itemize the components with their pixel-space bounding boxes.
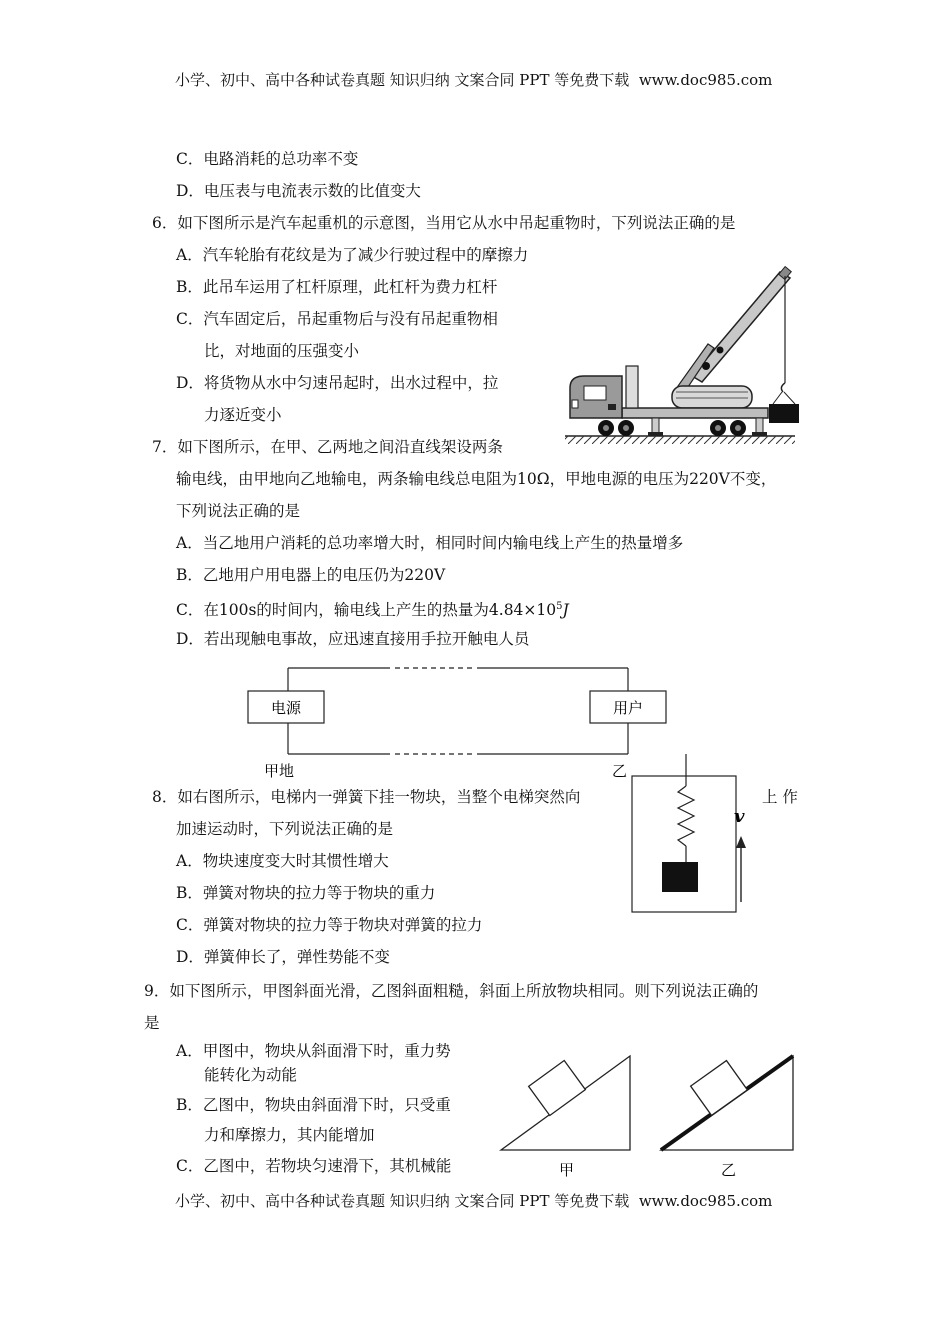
q7-option-c-exponent: 5 xyxy=(556,601,563,612)
q7-stem-line2: 输电线，由甲地向乙地输电，两条输电线总电阻为10Ω，甲地电源的电压为220V不变， xyxy=(176,470,777,488)
jia-location-label: 甲地 xyxy=(264,763,295,780)
q6-option-c-line2: 比，对地面的压强变小 xyxy=(204,342,360,360)
header-site: www.doc985.com xyxy=(638,71,773,89)
footer-text: 小学、初中、高中各种试卷真题 知识归纳 文案合同 PPT 等免费下载 xyxy=(175,1192,630,1210)
power-source-label: 电源 xyxy=(270,700,302,717)
q9-option-b-line2: 力和摩擦力，其内能增加 xyxy=(204,1126,375,1144)
yi-location-label: 乙 xyxy=(612,763,628,780)
q7-stem-line1: 7．如下图所示，在甲、乙两地之间沿直线架设两条 xyxy=(152,438,503,456)
incline-figures xyxy=(495,1050,805,1180)
velocity-label: v xyxy=(734,806,745,827)
figure-jia-label: 甲 xyxy=(559,1162,575,1179)
q8-stem-tail: 上 作 xyxy=(762,788,798,806)
q6-option-b: B．此吊车运用了杠杆原理，此杠杆为费力杠杆 xyxy=(176,278,498,296)
q7-option-a: A．当乙地用户消耗的总功率增大时，相同时间内输电线上产生的热量增多 xyxy=(176,534,684,552)
q7-option-d: D．若出现触电事故，应迅速直接用手拉开触电人员 xyxy=(176,630,530,648)
q9-option-a-line1: A．甲图中，物块从斜面滑下时，重力势 xyxy=(176,1042,451,1060)
q8-option-c: C．弹簧对物块的拉力等于物块对弹簧的拉力 xyxy=(176,916,483,934)
elevator-spring-figure xyxy=(628,752,758,917)
q6-option-c-line1: C．汽车固定后，吊起重物后与没有吊起重物相 xyxy=(176,310,498,328)
figure-yi-label: 乙 xyxy=(721,1162,737,1179)
crane-truck-figure xyxy=(560,268,800,453)
transmission-line-figure xyxy=(240,660,680,782)
footer-site: www.doc985.com xyxy=(638,1192,773,1210)
q9-stem-line2: 是 xyxy=(144,1014,160,1032)
q8-stem-line2: 加速运动时，下列说法正确的是 xyxy=(176,820,394,838)
q9-stem-line1: 9．如下图所示，甲图斜面光滑，乙图斜面粗糙，斜面上所放物块相同。则下列说法正确的 xyxy=(144,982,759,1000)
q8-option-d: D．弹簧伸长了，弹性势能不变 xyxy=(176,948,390,966)
q7-option-b: B．乙地用户用电器上的电压仍为220V xyxy=(176,566,446,584)
q9-option-a-line2: 能转化为动能 xyxy=(204,1066,298,1084)
q6-stem: 6．如下图所示是汽车起重机的示意图，当用它从水中吊起重物时，下列说法正确的是 xyxy=(152,214,736,232)
q7-stem-line3: 下列说法正确的是 xyxy=(176,502,301,520)
q9-option-b-line1: B．乙图中，物块由斜面滑下时，只受重 xyxy=(176,1096,451,1114)
q6-option-d-line2: 力逐近变小 xyxy=(204,406,282,424)
q8-stem-line1: 8．如右图所示，电梯内一弹簧下挂一物块，当整个电梯突然向 xyxy=(152,788,581,806)
q7-option-c-unit: J xyxy=(562,601,569,620)
q5-option-d: D．电压表与电流表示数的比值变大 xyxy=(176,182,421,200)
page-footer xyxy=(175,1191,772,1211)
page-header xyxy=(175,70,772,90)
q6-option-a: A．汽车轮胎有花纹是为了减少行驶过程中的摩擦力 xyxy=(176,246,529,264)
user-label: 用户 xyxy=(612,700,644,717)
q7-option-c xyxy=(176,597,569,620)
q9-option-c-line1: C．乙图中，若物块匀速滑下，其机械能 xyxy=(176,1157,452,1175)
header-text: 小学、初中、高中各种试卷真题 知识归纳 文案合同 PPT 等免费下载 xyxy=(175,71,630,89)
q7-option-c-text: C．在100s的时间内，输电线上产生的热量为4.84×10 xyxy=(176,601,557,620)
q5-option-c: C．电路消耗的总功率不变 xyxy=(176,150,359,168)
q6-option-d-line1: D．将货物从水中匀速吊起时，出水过程中，拉 xyxy=(176,374,499,392)
q8-option-b: B．弹簧对物块的拉力等于物块的重力 xyxy=(176,884,436,902)
q8-option-a: A．物块速度变大时其惯性增大 xyxy=(176,852,389,870)
